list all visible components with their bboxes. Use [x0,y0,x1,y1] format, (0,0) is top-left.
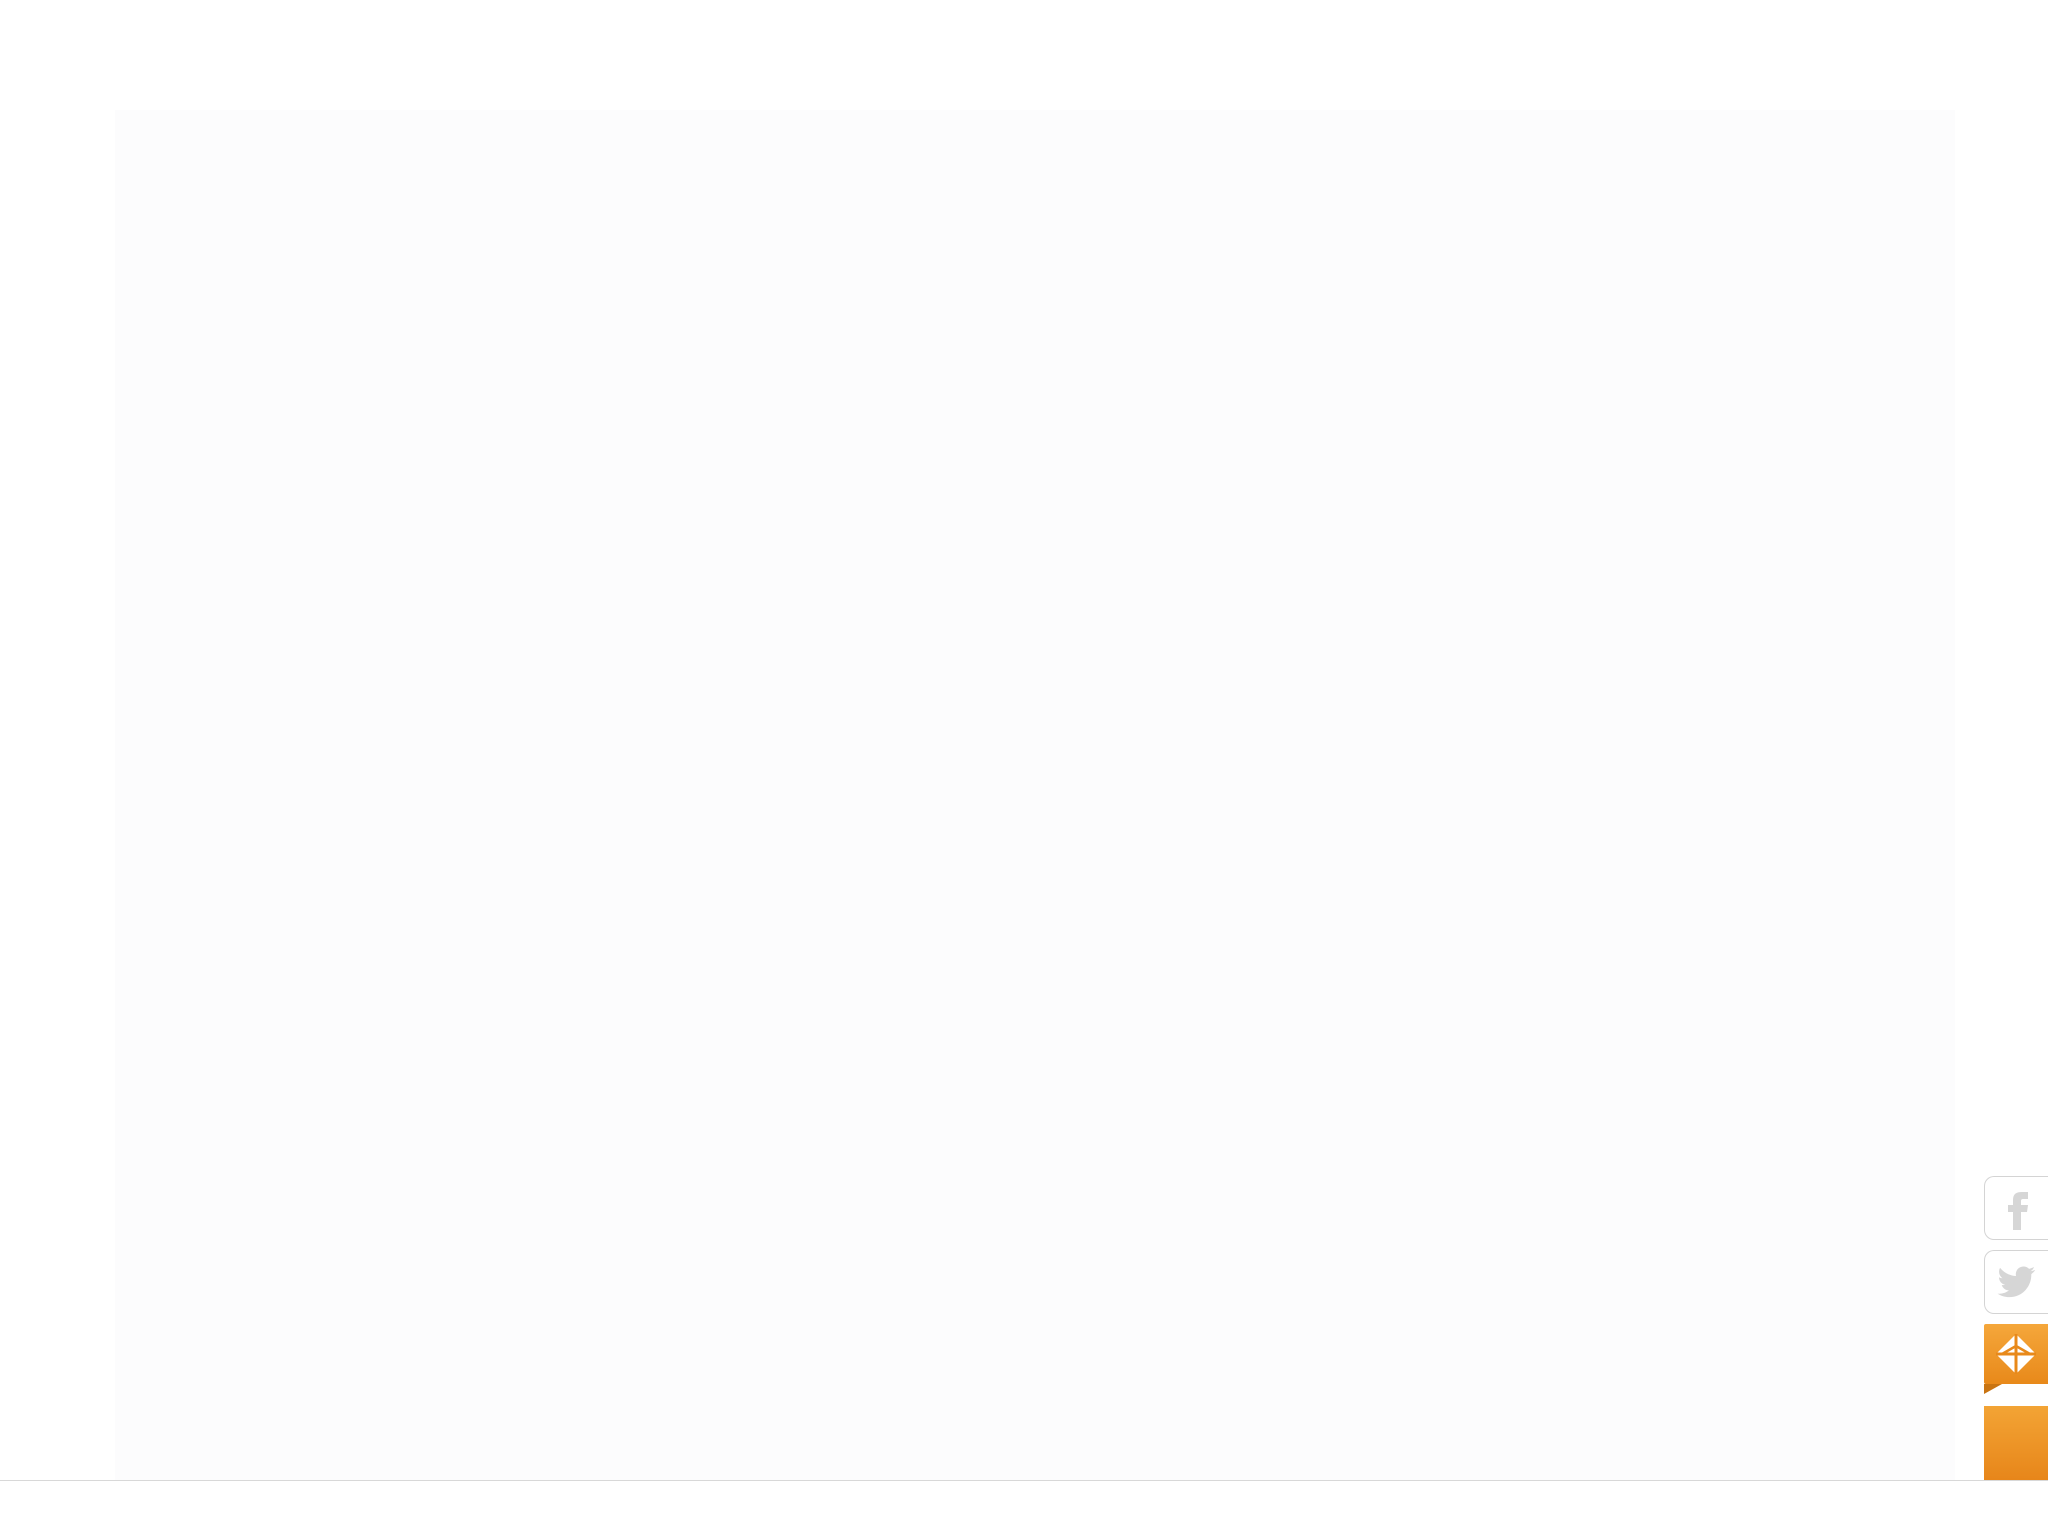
footer-divider [0,1480,2048,1481]
facebook-icon [2000,1186,2034,1230]
content-area [115,110,1955,1480]
twitter-icon [1997,1264,2037,1300]
email-icon [1994,1332,2038,1376]
email-button-tail [1984,1384,2002,1394]
footer [24,1496,46,1513]
twitter-share-button[interactable] [1984,1250,2048,1314]
page-number-badge [1984,1406,2048,1480]
facebook-share-button[interactable] [1984,1176,2048,1240]
email-share-button[interactable] [1984,1324,2048,1384]
body-paragraph [536,640,1766,774]
